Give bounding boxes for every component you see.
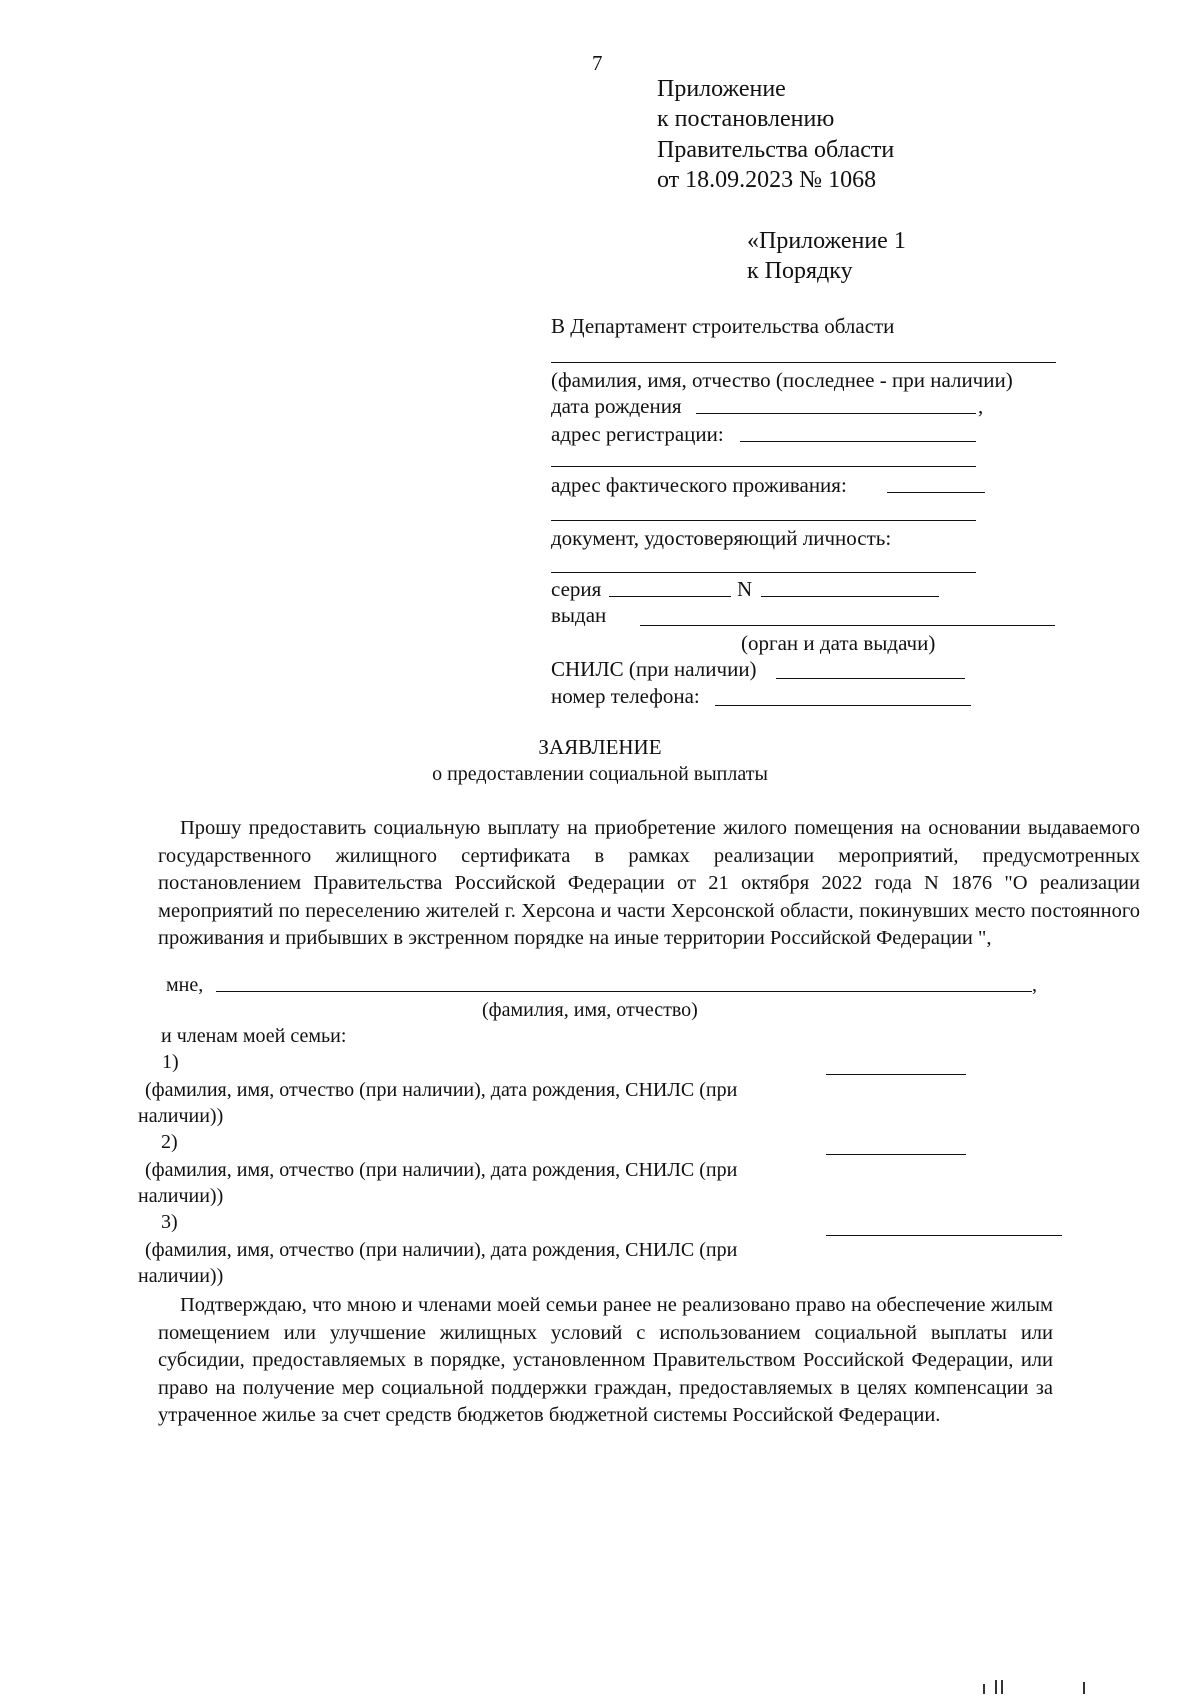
family-member-caption: наличии)) bbox=[138, 1185, 224, 1207]
order-appendix-line: к Порядку bbox=[747, 258, 853, 284]
scan-mark bbox=[995, 1680, 997, 1694]
actual-address-field-2[interactable] bbox=[551, 520, 976, 521]
issued-field[interactable] bbox=[640, 625, 1055, 626]
registration-address-field[interactable] bbox=[740, 441, 976, 442]
birth-date-field[interactable] bbox=[696, 413, 976, 414]
confirmation-paragraph-text: Подтверждаю, что мною и членами моей семьи ранее не реализовано право на обеспечение жилым помещением или улучшение жилищных условий с использованием социальной выплаты или субсидии, предоставляемых в порядке, установленном Правительством Российской Федерации, или право на получение мер социальной поддержки граждан, предоставляемых в целях компенсации за утраченное жилье за счет средств бюджетов бюджетной системы Российской Федерации. bbox=[158, 1294, 1053, 1426]
snils-label: СНИЛС (при наличии) bbox=[551, 657, 757, 681]
appendix-header-line: Приложение bbox=[657, 76, 786, 102]
phone-field[interactable] bbox=[715, 705, 971, 706]
document-title: ЗАЯВЛЕНИЕ bbox=[538, 735, 662, 759]
family-member-field[interactable] bbox=[826, 1235, 1062, 1236]
family-member-caption: (фамилия, имя, отчество (при наличии), дата рождения, СНИЛС (при bbox=[145, 1079, 738, 1101]
family-member-caption: (фамилия, имя, отчество (при наличии), дата рождения, СНИЛС (при bbox=[145, 1159, 738, 1181]
applicant-fio-field[interactable] bbox=[551, 362, 1056, 363]
recipient-caption: (фамилия, имя, отчество) bbox=[482, 999, 698, 1021]
order-appendix-line: «Приложение 1 bbox=[747, 228, 906, 254]
scan-mark bbox=[1083, 1682, 1085, 1694]
family-member-caption: наличии)) bbox=[138, 1105, 224, 1127]
family-member-number: 3) bbox=[161, 1211, 178, 1233]
series-label: серия bbox=[551, 577, 602, 601]
identity-document-label: документ, удостоверяющий личность: bbox=[551, 526, 892, 550]
recipient-label: мне, bbox=[166, 974, 204, 996]
recipient-comma: , bbox=[1032, 974, 1037, 996]
family-member-caption: наличии)) bbox=[138, 1265, 224, 1287]
department-name: В Департамент строительства области bbox=[551, 314, 895, 338]
birth-date-label: дата рождения bbox=[551, 394, 682, 418]
registration-address-field-2[interactable] bbox=[551, 466, 976, 467]
birth-date-comma: , bbox=[978, 394, 984, 418]
family-member-caption: (фамилия, имя, отчество (при наличии), дата рождения, СНИЛС (при bbox=[145, 1239, 738, 1261]
issued-caption: (орган и дата выдачи) bbox=[741, 631, 936, 655]
series-field[interactable] bbox=[609, 596, 731, 597]
recipient-fio-field[interactable] bbox=[216, 991, 1032, 992]
family-label: и членам моей семьи: bbox=[161, 1025, 347, 1047]
family-member-number: 1) bbox=[162, 1051, 179, 1073]
actual-address-label: адрес фактического проживания: bbox=[551, 473, 847, 497]
family-member-number: 2) bbox=[161, 1131, 178, 1153]
appendix-header-line: к постановлению bbox=[657, 106, 835, 132]
fio-caption: (фамилия, имя, отчество (последнее - при наличии) bbox=[551, 368, 1013, 392]
number-label: N bbox=[737, 577, 753, 601]
family-member-field[interactable] bbox=[826, 1074, 966, 1075]
document-subtitle: о предоставлении социальной выплаты bbox=[432, 763, 768, 785]
confirmation-paragraph bbox=[158, 1292, 1053, 1430]
scan-mark bbox=[1001, 1680, 1003, 1694]
registration-address-label: адрес регистрации: bbox=[551, 422, 724, 446]
scan-mark bbox=[983, 1684, 985, 1694]
phone-label: номер телефона: bbox=[551, 684, 700, 708]
family-member-field[interactable] bbox=[826, 1154, 966, 1155]
number-field[interactable] bbox=[761, 596, 939, 597]
appendix-header-line: от 18.09.2023 № 1068 bbox=[657, 167, 877, 193]
request-paragraph bbox=[158, 815, 1140, 953]
issued-label: выдан bbox=[551, 603, 607, 627]
appendix-header-line: Правительства области bbox=[657, 137, 895, 163]
request-paragraph-text: Прошу предоставить социальную выплату на приобретение жилого помещения на основании выдаваемого государственного жилищного сертификата в рамках реализации мероприятий, предусмотренных постановлением Правительства Российской Федерации от 21 октября 2022 года N 1876 "О реализации мероприятий по переселению жителей г. Херсона и части Херсонской области, покинувших место постоянного проживания и прибывших в экстренном порядке на иные территории Российской Федерации ", bbox=[158, 817, 1140, 949]
identity-document-field[interactable] bbox=[551, 572, 976, 573]
snils-field[interactable] bbox=[776, 678, 965, 679]
actual-address-field[interactable] bbox=[887, 492, 985, 493]
page-number: 7 bbox=[592, 51, 603, 75]
